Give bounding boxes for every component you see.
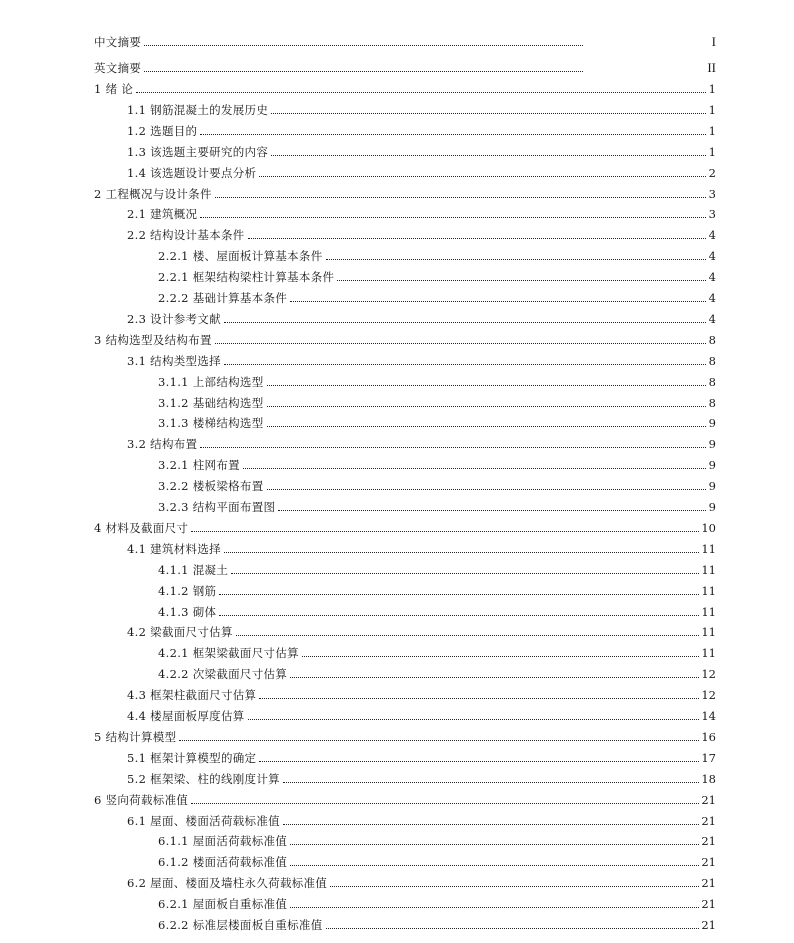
toc-entry-title: 4.4 楼屋面板厚度估算 xyxy=(127,709,245,723)
toc-entry-title: 6.1 屋面、楼面活荷载标准值 xyxy=(127,813,280,828)
dot-leader xyxy=(231,572,699,574)
toc-entry-title: 2.2.1 楼、屋面板计算基本条件 xyxy=(158,249,323,264)
toc-entry-page-number: 21 xyxy=(701,918,716,932)
toc-entry[interactable] xyxy=(0,747,716,765)
toc-entry[interactable] xyxy=(0,433,716,451)
toc-entry-title: 4.1 建筑材料选择 xyxy=(127,541,221,556)
dot-leader xyxy=(330,885,699,887)
toc-entry-page-number: 11 xyxy=(701,562,716,577)
dot-leader xyxy=(283,781,699,783)
toc-entry[interactable] xyxy=(0,392,716,410)
toc-entry[interactable] xyxy=(0,705,716,723)
toc-entry-title: 1.2 选题目的 xyxy=(127,123,198,138)
toc-entry[interactable] xyxy=(0,162,716,180)
toc-entry[interactable] xyxy=(0,224,716,242)
toc-entry[interactable] xyxy=(0,810,716,828)
toc-entry[interactable] xyxy=(0,141,716,159)
dot-leader xyxy=(271,154,706,156)
toc-entry-page-number: 21 xyxy=(701,855,716,870)
dot-leader xyxy=(200,133,706,135)
toc-entry-page-number: 1 xyxy=(708,123,716,138)
toc-entry-title: 6.2 屋面、楼面及墙柱永久荷载标准值 xyxy=(127,876,328,891)
toc-entry-page-number: 21 xyxy=(701,876,716,891)
toc-entry[interactable] xyxy=(0,371,716,389)
toc-entry-page-number: 4 xyxy=(708,311,716,326)
toc-entry[interactable] xyxy=(0,914,716,932)
dot-leader xyxy=(215,196,706,198)
dot-leader xyxy=(219,614,699,616)
toc-entry-page-number: 14 xyxy=(701,709,716,723)
toc-entry-title: 中文摘要 xyxy=(94,35,142,49)
toc-entry-page-number: II xyxy=(707,60,716,75)
toc-entry-page-number: 3 xyxy=(708,207,716,222)
toc-entry-page-number: 10 xyxy=(701,520,716,535)
toc-entry-title: 3.2.1 柱网布置 xyxy=(158,458,240,473)
toc-entry-title: 2.2.2 基础计算基本条件 xyxy=(158,291,288,305)
dot-leader xyxy=(290,864,699,866)
toc-entry-title: 4.1.3 砌体 xyxy=(158,604,217,619)
toc-entry-title: 6.1.1 屋面活荷载标准值 xyxy=(158,834,288,849)
dot-leader xyxy=(215,342,706,344)
toc-entry[interactable] xyxy=(0,287,716,305)
toc-entry-title: 2.2 结构设计基本条件 xyxy=(127,228,245,243)
toc-entry[interactable] xyxy=(0,517,716,535)
dot-leader xyxy=(290,300,706,302)
dot-leader xyxy=(179,739,699,741)
toc-entry[interactable] xyxy=(0,601,716,619)
dot-leader xyxy=(200,216,706,218)
toc-entry-title: 3.2.3 结构平面布置图 xyxy=(158,500,276,514)
toc-entry-title: 3.2.2 楼板梁格布置 xyxy=(158,479,264,494)
toc-entry[interactable] xyxy=(0,684,716,702)
toc-entry-page-number: 17 xyxy=(701,750,716,765)
toc-entry[interactable] xyxy=(0,726,716,744)
toc-entry[interactable] xyxy=(0,663,716,681)
dot-leader xyxy=(144,70,583,72)
toc-entry-page-number: 12 xyxy=(701,688,716,703)
dot-leader xyxy=(259,175,706,177)
dot-leader xyxy=(224,551,699,553)
toc-entry-page-number: 9 xyxy=(708,437,716,452)
toc-entry-title: 5.1 框架计算模型的确定 xyxy=(127,750,257,765)
dot-leader xyxy=(267,405,706,407)
toc-entry-page-number: I xyxy=(711,34,716,49)
dot-leader xyxy=(290,906,699,908)
dot-leader xyxy=(326,927,700,929)
dot-leader xyxy=(326,258,706,260)
toc-entry-page-number: 8 xyxy=(708,395,716,410)
toc-entry-page-number: 9 xyxy=(708,479,716,494)
toc-entry[interactable] xyxy=(0,475,716,493)
toc-entry-title: 4.2 梁截面尺寸估算 xyxy=(127,625,233,640)
toc-entry-page-number: 21 xyxy=(701,834,716,849)
toc-entry-title: 3.1.1 上部结构选型 xyxy=(158,374,264,389)
toc-entry[interactable] xyxy=(0,538,716,556)
toc-entry-title: 3.1 结构类型选择 xyxy=(127,353,221,368)
dot-leader xyxy=(290,676,699,678)
toc-entry[interactable] xyxy=(0,642,716,660)
dot-leader xyxy=(267,384,706,386)
toc-entry-title: 6 竖向荷载标准值 xyxy=(94,792,189,807)
toc-entry-page-number: 4 xyxy=(708,228,716,243)
dot-leader xyxy=(267,425,706,427)
dot-leader xyxy=(136,91,706,93)
dot-leader xyxy=(243,467,706,469)
toc-entry[interactable] xyxy=(0,580,716,598)
dot-leader xyxy=(200,446,706,448)
toc-entry[interactable] xyxy=(0,78,716,96)
toc-entry[interactable] xyxy=(0,830,716,848)
toc-entry-title: 1.1 钢筋混凝土的发展历史 xyxy=(127,102,269,117)
dot-leader xyxy=(283,823,699,825)
toc-entry[interactable] xyxy=(0,496,716,514)
toc-entry[interactable] xyxy=(0,412,716,430)
toc-entry-page-number: 11 xyxy=(701,625,716,640)
dot-leader xyxy=(302,655,699,657)
toc-entry-page-number: 1 xyxy=(708,144,716,159)
toc-entry[interactable] xyxy=(0,768,716,786)
toc-entry-page-number: 11 xyxy=(701,604,716,619)
dot-leader xyxy=(144,44,583,46)
toc-entry-page-number: 21 xyxy=(701,792,716,807)
toc-entry[interactable] xyxy=(0,183,716,201)
toc-entry-page-number: 4 xyxy=(708,249,716,264)
toc-entry[interactable] xyxy=(0,851,716,869)
toc-entry-page-number: 11 xyxy=(701,541,716,556)
toc-entry[interactable] xyxy=(0,350,716,368)
toc-entry-title: 1.3 该选题主要研究的内容 xyxy=(127,144,269,159)
toc-entry-page-number: 21 xyxy=(701,813,716,828)
toc-entry-title: 6.2.1 屋面板自重标准值 xyxy=(158,897,288,912)
toc-entry[interactable] xyxy=(0,789,716,807)
toc-entry[interactable] xyxy=(0,893,716,911)
dot-leader xyxy=(248,718,700,720)
dot-leader xyxy=(290,843,699,845)
toc-entry-page-number: 4 xyxy=(708,291,716,305)
toc-entry-page-number: 16 xyxy=(701,729,716,744)
toc-entry[interactable] xyxy=(0,245,716,263)
toc-entry-page-number: 12 xyxy=(701,667,716,682)
toc-entry-title: 1.4 该选题设计要点分析 xyxy=(127,165,257,180)
toc-entry-title: 英文摘要 xyxy=(94,61,142,75)
dot-leader xyxy=(278,509,706,511)
dot-leader xyxy=(271,112,706,114)
toc-entry-title: 4.3 框架柱截面尺寸估算 xyxy=(127,688,257,703)
toc-entry-page-number: 4 xyxy=(708,270,716,285)
dot-leader xyxy=(191,802,699,804)
toc-entry-page-number: 18 xyxy=(701,771,716,786)
toc-entry[interactable] xyxy=(0,872,716,890)
toc-entry-page-number: 9 xyxy=(708,500,716,514)
toc-entry-title: 6.1.2 楼面活荷载标准值 xyxy=(158,855,288,870)
toc-entry-title: 4.2.2 次梁截面尺寸估算 xyxy=(158,667,288,682)
toc-entry-title: 6.2.2 标准层楼面板自重标准值 xyxy=(158,918,323,932)
toc-entry-page-number: 3 xyxy=(708,186,716,201)
dot-leader xyxy=(259,760,699,762)
dot-leader xyxy=(259,697,699,699)
toc-entry[interactable] xyxy=(0,31,716,49)
toc-entry-title: 2 工程概况与设计条件 xyxy=(94,186,212,201)
dot-leader xyxy=(224,363,706,365)
toc-entry-page-number: 11 xyxy=(701,583,716,598)
toc-entry[interactable] xyxy=(0,308,716,326)
dot-leader xyxy=(219,593,699,595)
toc-entry-title: 4 材料及截面尺寸 xyxy=(94,520,189,535)
toc-entry[interactable] xyxy=(0,99,716,117)
toc-entry-page-number: 8 xyxy=(708,353,716,368)
toc-entry-title: 3 结构选型及结构布置 xyxy=(94,332,212,347)
toc-entry-title: 5.2 框架梁、柱的线刚度计算 xyxy=(127,771,280,786)
toc-entry-page-number: 8 xyxy=(708,374,716,389)
dot-leader xyxy=(267,488,706,490)
toc-entry[interactable] xyxy=(0,329,716,347)
toc-entry[interactable] xyxy=(0,120,716,138)
dot-leader xyxy=(224,321,706,323)
toc-entry[interactable] xyxy=(0,454,716,472)
toc-entry[interactable] xyxy=(0,621,716,639)
toc-entry-title: 3.1.2 基础结构选型 xyxy=(158,395,264,410)
toc-entry-page-number: 8 xyxy=(708,332,716,347)
toc-entry-title: 4.2.1 框架梁截面尺寸估算 xyxy=(158,646,299,661)
toc-entry-title: 1 绪 论 xyxy=(94,82,134,96)
toc-entry-title: 2.2.1 框架结构梁柱计算基本条件 xyxy=(158,270,335,285)
toc-entry-page-number: 1 xyxy=(708,82,716,96)
toc-entry-page-number: 21 xyxy=(701,897,716,912)
toc-entry-page-number: 2 xyxy=(708,165,716,180)
dot-leader xyxy=(191,530,699,532)
toc-entry-title: 2.1 建筑概况 xyxy=(127,207,198,222)
toc-entry[interactable] xyxy=(0,559,716,577)
toc-entry-page-number: 9 xyxy=(708,416,716,431)
toc-entry-page-number: 1 xyxy=(708,102,716,117)
toc-entry-title: 4.1.2 钢筋 xyxy=(158,583,217,598)
toc-entry[interactable] xyxy=(0,266,716,284)
dot-leader xyxy=(248,237,706,239)
toc-entry[interactable] xyxy=(0,57,716,75)
toc-entry-title: 2.3 设计参考文献 xyxy=(127,311,221,326)
dot-leader xyxy=(236,634,700,636)
dot-leader xyxy=(337,279,706,281)
toc-entry-page-number: 9 xyxy=(708,458,716,473)
toc-entry-page-number: 11 xyxy=(701,646,716,661)
toc-entry-title: 4.1.1 混凝土 xyxy=(158,562,229,577)
toc-entry-title: 3.2 结构布置 xyxy=(127,437,198,452)
toc-entry[interactable] xyxy=(0,203,716,221)
toc-entry-title: 3.1.3 楼梯结构选型 xyxy=(158,416,264,431)
toc-entry-title: 5 结构计算模型 xyxy=(94,729,177,744)
